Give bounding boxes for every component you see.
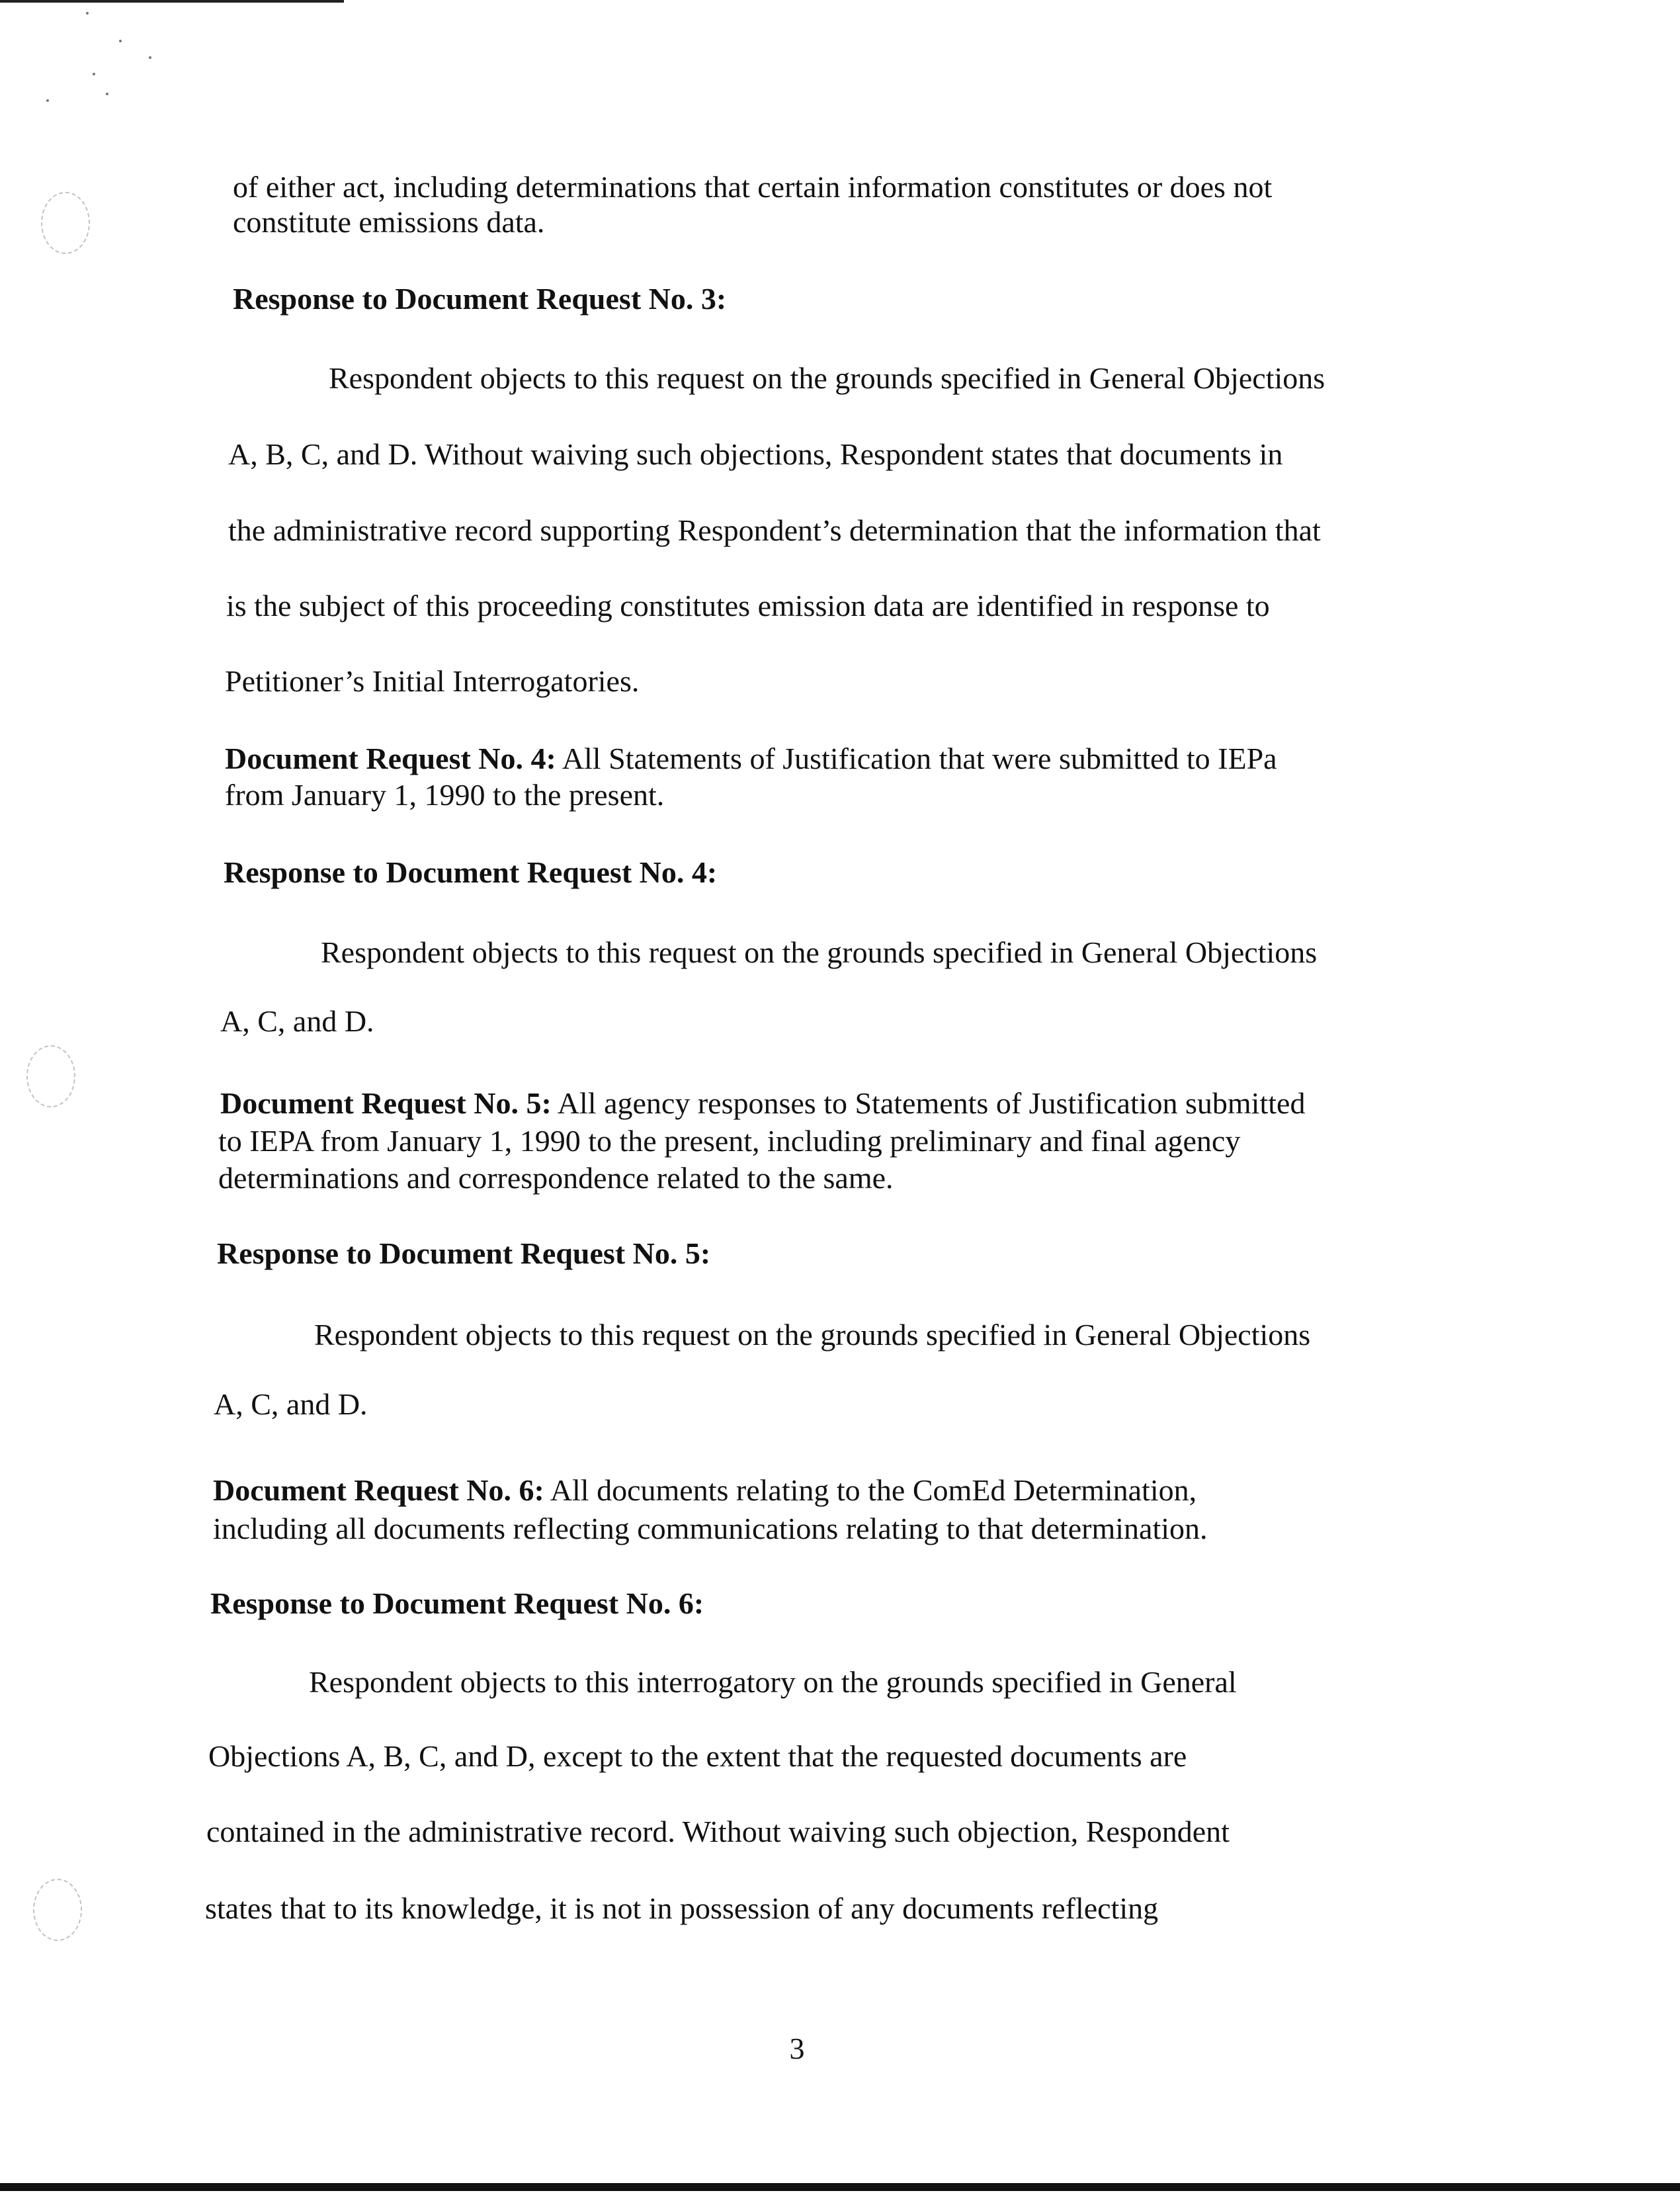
response-6-line-3: contained in the administrative record. Without waiving such objection, Respondent <box>206 1815 1230 1848</box>
scan-speck <box>93 73 95 75</box>
request-5-line-2: to IEPA from January 1, 1990 to the present, including preliminary and final agency <box>218 1124 1241 1158</box>
response-3-line-5: Petitioner’s Initial Interrogatories. <box>225 664 640 698</box>
top-edge-rule <box>0 0 344 3</box>
response-6-line-1: Respondent objects to this interrogatory on the grounds specified in General <box>309 1665 1237 1699</box>
response-5-line-2: A, C, and D. <box>214 1387 368 1421</box>
bottom-edge-rule <box>0 2183 1680 2191</box>
response-3-heading: Response to Document Request No. 3: <box>233 282 727 316</box>
scan-speck <box>106 93 108 95</box>
response-4-heading: Response to Document Request No. 4: <box>224 855 718 889</box>
binder-hole-mark <box>26 1045 75 1107</box>
request-5-text: All agency responses to Statements of Justification submitted <box>551 1086 1306 1120</box>
scan-speck <box>119 40 122 42</box>
scan-speck <box>46 99 49 102</box>
scan-speck <box>149 56 151 59</box>
response-3-line-3: the administrative record supporting Respondent’s determination that the information that <box>228 513 1321 547</box>
response-6-line-4: states that to its knowledge, it is not in possession of any documents reflecting <box>205 1891 1159 1925</box>
binder-hole-mark <box>33 1879 82 1941</box>
intro-line-2: constitute emissions data. <box>233 205 545 239</box>
response-4-line-2: A, C, and D. <box>220 1004 374 1038</box>
response-5-heading: Response to Document Request No. 5: <box>217 1236 711 1270</box>
response-3-line-1: Respondent objects to this request on the grounds specified in General Objections <box>329 361 1325 395</box>
request-6-line-1 <box>213 1472 1197 1509</box>
request-4-text: All Statements of Justification that were submitted to IEPa <box>556 742 1277 775</box>
response-5-line-1: Respondent objects to this request on the grounds specified in General Objections <box>314 1318 1311 1352</box>
request-6-label: Document Request No. 6: <box>213 1473 544 1507</box>
page-number: 3 <box>789 2032 805 2065</box>
request-5-line-1 <box>220 1085 1305 1122</box>
request-6-line-2: including all documents reflecting communications relating to that determination. <box>213 1512 1208 1545</box>
request-5-label: Document Request No. 5: <box>220 1086 552 1120</box>
response-6-line-2: Objections A, B, C, and D, except to the extent that the requested documents are <box>208 1739 1187 1773</box>
response-3-line-4: is the subject of this proceeding constitutes emission data are identified in response to <box>226 589 1270 623</box>
intro-line-1: of either act, including determinations that certain information constitutes or does not <box>233 170 1273 204</box>
scan-speck <box>86 12 89 15</box>
request-4-label: Document Request No. 4: <box>225 742 556 775</box>
response-6-heading: Response to Document Request No. 6: <box>210 1586 704 1620</box>
response-4-line-1: Respondent objects to this request on the grounds specified in General Objections <box>321 935 1318 969</box>
request-6-text: All documents relating to the ComEd Determination, <box>544 1473 1197 1507</box>
request-4-line-2: from January 1, 1990 to the present. <box>225 778 665 812</box>
request-4-line-1 <box>225 740 1277 777</box>
request-5-line-3: determinations and correspondence related to the same. <box>218 1161 894 1195</box>
binder-hole-mark <box>41 192 90 254</box>
response-3-line-2: A, B, C, and D. Without waiving such objections, Respondent states that documents in <box>228 437 1283 471</box>
